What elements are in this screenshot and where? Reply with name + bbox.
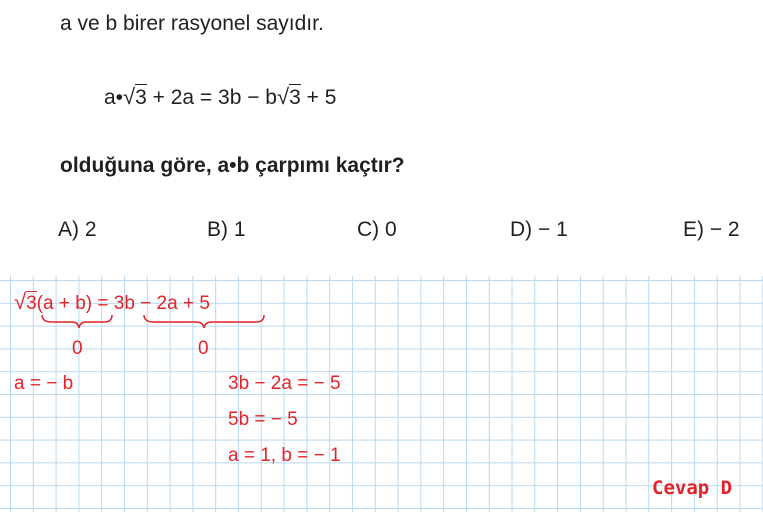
choice-e[interactable]: E) − 2 (683, 218, 740, 241)
solution-step1: 3b − 2a = − 5 (228, 373, 341, 394)
question-intro: a ve b birer rasyonel sayıdır. (60, 12, 324, 35)
solution-line1-rest: (a + b) = 3b − 2a + 5 (36, 293, 210, 314)
equation-part2: + 2a = 3b − b (146, 86, 277, 109)
brace-right-value: 0 (198, 338, 209, 359)
question-equation (104, 84, 336, 110)
sqrt-icon: √ (123, 84, 136, 109)
equation-root2: 3 (289, 86, 301, 109)
brace-left-value: 0 (72, 338, 83, 359)
underbrace-left (42, 315, 112, 328)
choice-c[interactable]: C) 0 (357, 218, 397, 241)
choice-b[interactable]: B) 1 (207, 218, 246, 241)
sqrt-icon: √ (14, 289, 27, 314)
underbrace-right (144, 315, 264, 328)
solution-a-eq: a = − b (14, 373, 74, 394)
question-prompt: olduğuna göre, a•b çarpımı kaçtır? (60, 154, 405, 177)
choice-d[interactable]: D) − 1 (510, 218, 568, 241)
underbrace-group (0, 312, 300, 332)
equation-root1: 3 (135, 86, 147, 109)
solution-step2: 5b = − 5 (228, 409, 298, 430)
equation-part3: + 5 (300, 86, 337, 109)
answer-label: Cevap D (652, 477, 733, 499)
equation-part1: a• (104, 86, 124, 109)
choice-a[interactable]: A) 2 (58, 218, 97, 241)
solution-line1-root: 3 (26, 293, 37, 314)
sqrt-icon: √ (277, 84, 290, 109)
solution-step3: a = 1, b = − 1 (228, 445, 341, 466)
